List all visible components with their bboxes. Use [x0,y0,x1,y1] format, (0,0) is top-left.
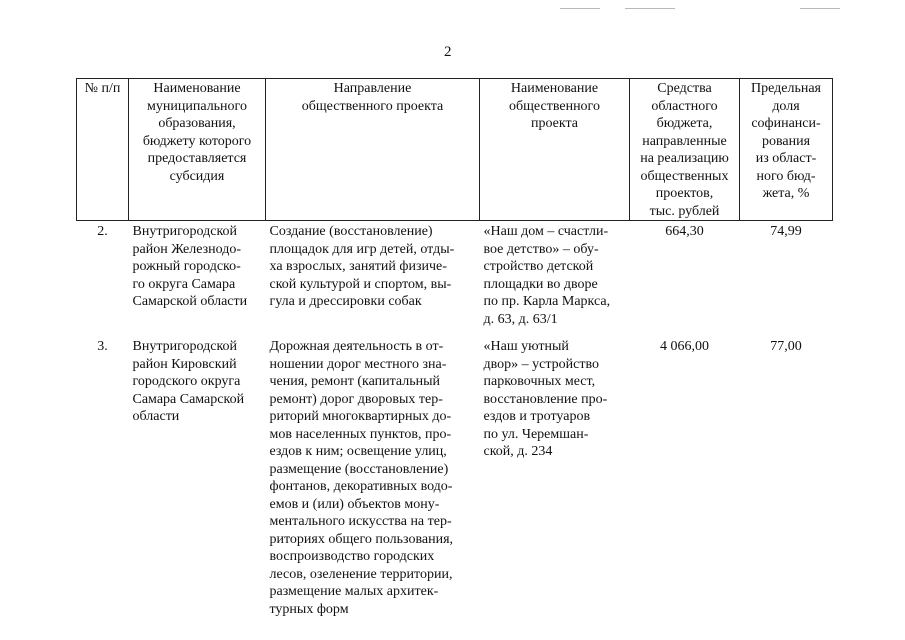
cell-line: площадок для игр детей, отды- [269,241,455,257]
cell-line: Самарской области [132,294,248,309]
amount-cell: 4 066,00 [660,339,709,354]
cell-line: Внутригородской [132,339,238,354]
municipality-cell [129,336,266,626]
header-line: проекта [531,116,578,131]
cell-line: чения, ремонт (капитальный [269,374,441,389]
cell-line: городского округа [132,374,241,389]
cell-line: фонтанов, декоративных водо- [269,479,453,494]
cell-line: Дорожная деятельность в от- [269,339,444,354]
table-header-row [77,79,833,221]
header-line: на реализацию [640,151,729,166]
cell-line: риториях общего пользования, [269,531,454,547]
cell-line: по пр. Карла Маркса, [483,294,611,309]
header-row-number [77,79,129,221]
header-line: рования [761,133,811,149]
cell-line: площадки во дворе [483,276,598,292]
share-cell: 74,99 [770,224,802,239]
header-line: Направление [333,81,412,96]
header-project-direction [266,79,480,221]
cell-line: двор» – устройство [483,356,599,372]
cell-line: мов населенных пунктов, про- [269,426,452,442]
cell-line: ездов и тротуаров [483,409,591,424]
cell-line: турных форм [269,601,349,617]
header-line: бюджету которого [142,133,252,149]
amount-cell: 664,30 [665,224,704,239]
cell-line: Самара Самарской [132,391,245,407]
header-line: № п/п [84,81,121,96]
cell-line: рожный городско- [132,259,241,274]
scan-artifact-line [560,8,600,9]
project-cell [480,221,630,337]
cell-line: лесов, озеленение территории, [269,566,453,582]
share-cell: 77,00 [770,339,802,354]
header-line: образования, [158,116,236,131]
page-number: 2 [444,44,452,60]
cell-line: по ул. Черемшан- [483,426,589,442]
header-line: Предельная [751,81,821,96]
cell-line: ской культурой и спортом, вы- [269,276,452,292]
cell-line: ношении дорог местного зна- [269,356,447,372]
header-line: жета, % [762,186,810,201]
header-line: доля [772,98,800,114]
cell-line: Внутригородской [132,224,238,239]
cell-line: размещение малых архитек- [269,584,439,599]
header-line: общественного [509,98,600,114]
header-project-name [480,79,630,221]
row-number: 3. [97,339,108,354]
direction-cell [266,336,480,626]
cell-line: вое детство» – обу- [483,241,599,257]
project-cell [480,336,630,626]
header-line: направленные [642,133,727,149]
cell-line: «Наш уютный [483,339,569,354]
cell-line: воспроизводство городских [269,549,435,564]
cell-line: Создание (восстановление) [269,224,433,239]
header-municipality [129,79,266,221]
direction-cell [266,221,480,337]
header-line: из област- [755,151,817,166]
header-line: областного [651,98,718,114]
cell-line: парковочных мест, [483,374,596,389]
header-line: тыс. рублей [649,203,720,219]
cell-line: район Железнодо- [132,241,242,257]
cell-line: ездов к ним; освещение улиц, [269,444,447,459]
cell-line: д. 63, д. 63/1 [483,311,558,327]
table-row [77,221,833,337]
scan-artifact-line [800,8,840,9]
scan-artifact-line [625,8,675,9]
header-line: общественных [640,168,729,184]
header-line: субсидия [169,168,225,184]
header-line: ного бюд- [756,168,816,184]
header-budget-funds [630,79,740,221]
cell-line: ремонт) дорог дворовых тер- [269,391,443,407]
cell-line: гула и дрессировки собак [269,294,422,309]
header-line: муниципального [147,98,247,114]
cell-line: восстановление про- [483,391,608,407]
municipality-cell [129,221,266,337]
cell-line: «Наш дом – счастли- [483,224,609,239]
header-line: общественного проекта [301,98,444,114]
table-row [77,336,833,626]
cell-line: ха взрослых, занятий физиче- [269,259,447,274]
cell-line: риторий многоквартирных до- [269,409,452,424]
cell-line: области [132,409,180,424]
cell-line: ской, д. 234 [483,444,553,459]
cell-line: стройство детской [483,259,594,274]
cell-line: район Кировский [132,356,237,372]
subsidy-table [76,78,833,626]
header-line: проектов, [655,186,714,201]
header-line: Наименование [153,81,241,96]
cell-line: размещение (восстановление) [269,461,449,477]
row-number: 2. [97,224,108,239]
header-line: предоставляется [147,151,247,166]
header-line: Средства [657,81,712,96]
cell-line: ментального искусства на тер- [269,514,452,529]
header-line: Наименование [510,81,599,96]
cell-line: емов и (или) объектов мону- [269,496,440,512]
header-line: бюджета, [656,116,713,131]
header-line: софинанси- [751,116,821,131]
cell-line: го округа Самара [132,276,236,292]
header-cofinancing-share [740,79,833,221]
